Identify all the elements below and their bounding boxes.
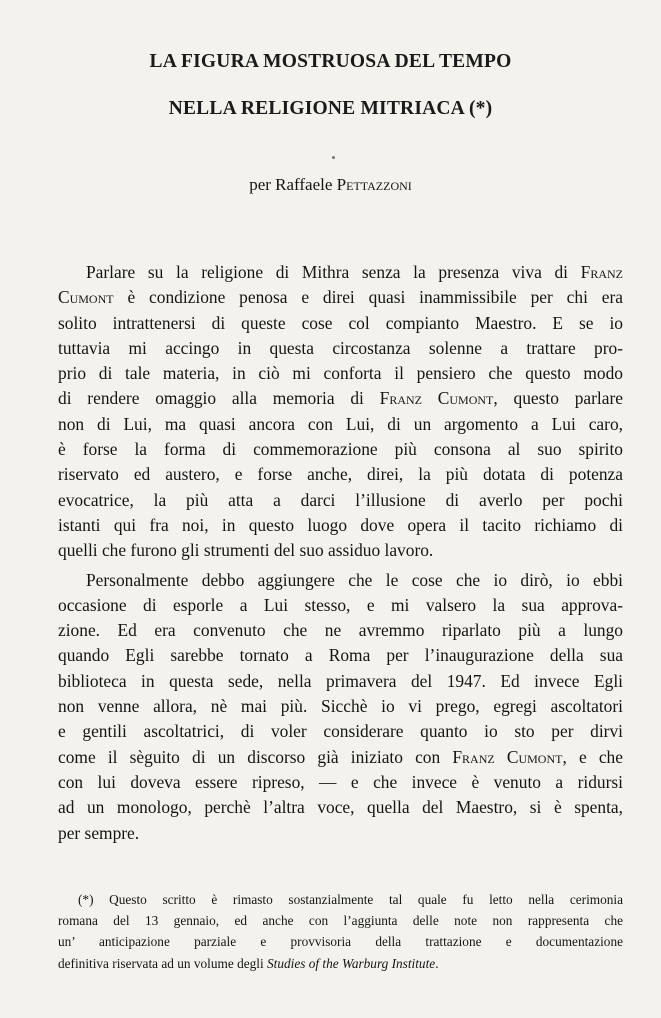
name-small-caps: Franz Cumont [379,388,494,409]
paragraph1-line: riservato ed austero, e forse anche, direi, la più dotata di potenza [58,464,623,485]
paragraph1-line: Parlare su la religione di Mithra senza la presenza viva di Franz [86,262,623,282]
paragraph2-line: occasione di esporle a Lui stesso, e mi valsero la sua approva- [58,594,623,615]
author-surname: Pettazzoni [336,175,412,194]
footnote-line-4 [58,953,623,974]
name-small-caps: Cumont [58,287,114,308]
paragraph2-line: ad un monologo, perchè l’altra voce, quella del Maestro, si è spenta, [58,797,623,818]
footnote-series-title: Studies of the Warburg Institute [267,955,436,971]
body-text [58,260,623,846]
paragraph1-line: quelli che furono gli strumenti del suo assiduo lavoro. [58,540,434,561]
paragraph1-line: prio di tale materia, in ciò mi conforta il pensiero che questo modo [58,363,623,384]
paragraph2-line: con lui doveva essere ripreso, — e che invece è venuto a ridursi [58,771,623,792]
footnote [58,889,623,974]
footnote-line-1: (*) Questo scritto è rimasto sostanzialmente tal quale fu letto nella cerimonia [78,892,623,907]
footnote-line-3: un’ anticipazione parziale e provvisoria della trattazione e documentazione [58,934,623,950]
paragraph2-line: per sempre. [58,822,140,843]
paragraph2-line: e gentili ascoltatrici, di voler considerare quanto io sto per dirvi [58,721,623,742]
paragraph1-line: tuttavia mi accingo in questa circostanza solenne a trattare pro- [58,337,623,358]
paragraph1-line: evocatrice, la più atta a darci l’illusione di averlo per pochi [58,489,623,510]
paragraph1-line: non di Lui, ma quasi ancora con Lui, di un argomento a Lui caro, [58,413,623,434]
name-small-caps: Franz [580,262,623,282]
name-small-caps: Franz Cumont [452,746,563,767]
footnote-line-2: romana del 13 gennaio, ed anche con l’aggiunta delle note non rappresenta che [58,913,623,929]
ornament-dot [332,156,335,159]
paragraph-1 [58,260,623,564]
paragraph-2 [58,568,623,846]
title-line-1: LA FIGURA MOSTRUOSA DEL TEMPO [149,51,512,72]
paragraph1-line: istanti qui fra noi, in questo luogo dove opera il tacito richiamo di [58,514,623,535]
paragraph2-line: zione. Ed era convenuto che ne avremmo riparlato più a lungo [58,620,623,641]
paragraph1-line: è forse la forma di commemorazione più consona al suo spirito [58,439,623,460]
byline [0,175,661,195]
paragraph2-line: Personalmente debbo aggiungere che le cose che io dirò, io ebbi [86,569,623,590]
title-line-2: NELLA RELIGIONE MITRIACA (*) [168,98,493,119]
paragraph2-line: non venne allora, nè mai più. Sicchè io vi prego, egregi ascoltatori [58,696,623,717]
paragraph1-line: di rendere omaggio alla memoria di Franz Cumont, questo parlare [58,388,623,409]
paragraph1-line: Cumont è condizione penosa e direi quasi inammissibile per chi era [58,287,623,308]
paragraph2-line: biblioteca in questa sede, nella primavera del 1947. Ed invece Egli [58,670,623,691]
paragraph1-line: solito intrattenersi di queste cose col compianto Maestro. E se io [58,312,623,333]
byline-prefix: per Raffaele [249,175,337,194]
footnote-line-4-suffix: . [435,955,439,971]
footnote-line-4-prefix: definitiva riservata ad un volume degli [58,955,267,971]
paragraph2-line: quando Egli sarebbe tornato a Roma per l’inaugurazione della sua [58,645,623,666]
paragraph2-line: come il sèguito di un discorso già iniziato con Franz Cumont, e che [58,746,623,767]
